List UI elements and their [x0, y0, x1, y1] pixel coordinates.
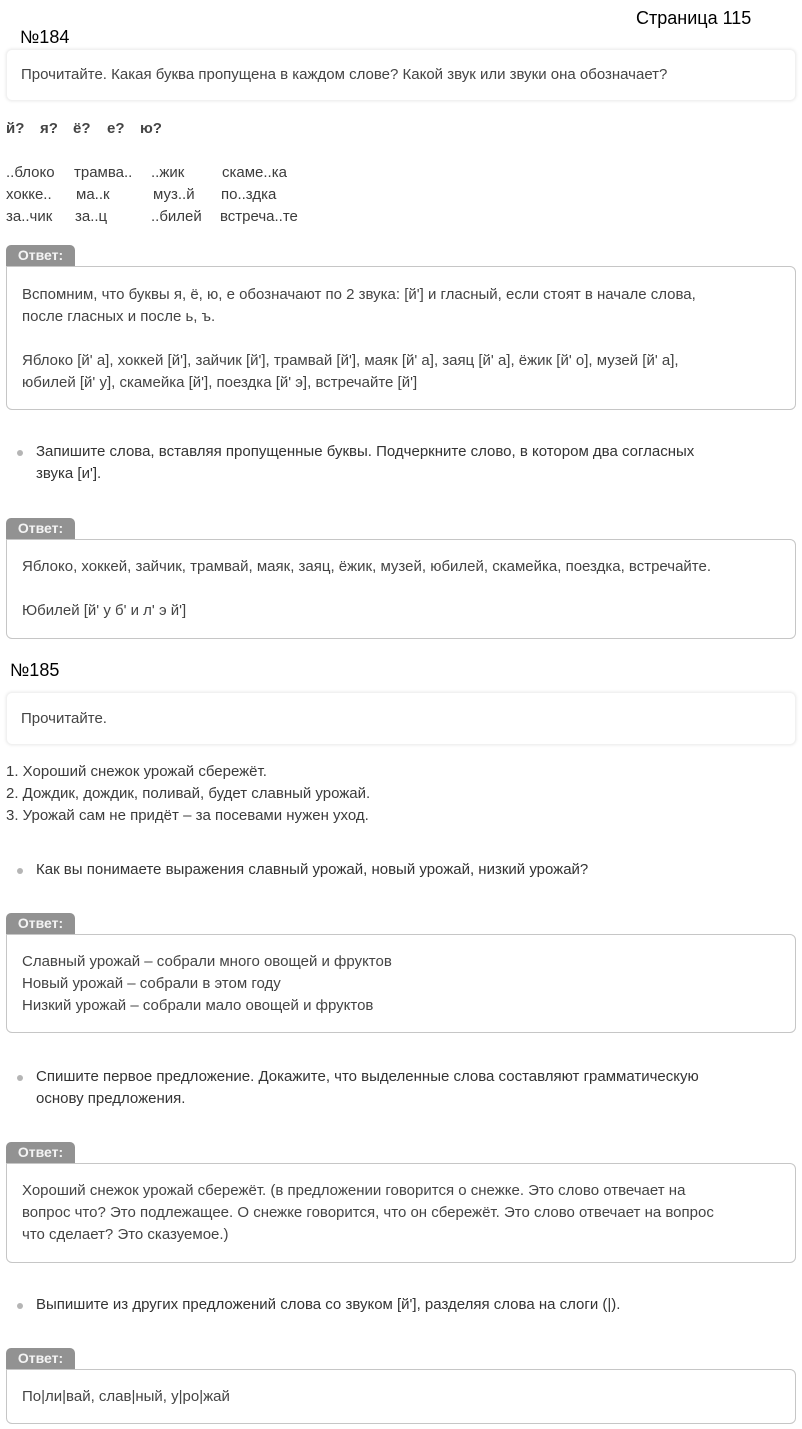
task-185-number: №185 [10, 660, 60, 680]
answer-text: Хороший снежок урожай сбережёт. (в предложении говорится о снежке. Это слово отвечает на [22, 1182, 686, 1199]
page-number: Страница 115 [636, 8, 752, 28]
answer-text: после гласных и после ь, ъ. [22, 308, 216, 325]
word-cell: ..блоко [6, 164, 55, 181]
answer-text: Новый урожай – собрали в этом году [22, 975, 281, 992]
task-185-prompt-card [6, 692, 796, 745]
answer-text: По|ли|вай, слав|ный, у|ро|жай [22, 1388, 230, 1405]
letter-option: я? [40, 120, 58, 137]
word-cell: ..билей [151, 208, 202, 225]
word-cell: ма..к [76, 186, 110, 203]
answer-box [6, 1369, 796, 1424]
answer-text: юбилей [й' у], скамейка [й'], поездка [й' э], встречайте [й'] [22, 374, 418, 391]
answer-text: что сделает? Это сказуемое.) [22, 1226, 229, 1243]
sentence: 1. Хороший снежок урожай сбережёт. [6, 763, 267, 780]
answer-text: вопрос что? Это подлежащее. О снежке говорится, что он сбережёт. Это слово отвечает на вопрос [22, 1204, 714, 1221]
word-cell: за..чик [6, 208, 53, 225]
answer-label: Ответ: [6, 1348, 75, 1369]
answer-label: Ответ: [6, 1142, 75, 1163]
word-cell: встреча..те [220, 208, 298, 225]
answer-text: Яблоко, хоккей, зайчик, трамвай, маяк, заяц, ёжик, музей, юбилей, скамейка, поездка, встречайте. [22, 558, 712, 575]
sentence: 2. Дождик, дождик, поливай, будет славный урожай. [6, 785, 371, 802]
answer-box [6, 934, 796, 1033]
answer-text: Вспомним, что буквы я, ё, ю, е обозначают по 2 звука: [й'] и гласный, если стоят в начале слова, [22, 286, 696, 303]
task-185-prompt: Прочитайте. [21, 710, 107, 727]
question-text: звука [и']. [36, 465, 102, 482]
task-184-prompt: Прочитайте. Какая буква пропущена в каждом слове? Какой звук или звуки она обозначает? [21, 66, 668, 83]
answer-box [6, 539, 796, 639]
answer-box [6, 266, 796, 410]
question-text: Выпишите из других предложений слова со звуком [й'], разделяя слова на слоги (|). [36, 1296, 621, 1313]
letter-option: ю? [140, 120, 162, 137]
answer-label: Ответ: [6, 913, 75, 934]
word-cell: трамва.. [74, 164, 133, 181]
question-text: Как вы понимаете выражения славный урожай, новый урожай, низкий урожай? [36, 861, 589, 878]
answer-text: Юбилей [й' у б' и л' э й'] [22, 602, 187, 619]
word-cell: ..жик [151, 164, 185, 181]
bullet-dot-icon [17, 450, 23, 456]
question-text: основу предложения. [36, 1090, 186, 1107]
question-text: Запишите слова, вставляя пропущенные буквы. Подчеркните слово, в котором два согласных [36, 443, 695, 460]
bullet-dot-icon [17, 1303, 23, 1309]
letter-option: ё? [73, 120, 91, 137]
letter-option: е? [107, 120, 125, 137]
task-184-number: №184 [20, 27, 70, 47]
word-cell: за..ц [75, 208, 108, 225]
sentence: 3. Урожай сам не придёт – за посевами нужен уход. [6, 807, 369, 824]
bullet-dot-icon [17, 868, 23, 874]
answer-text: Славный урожай – собрали много овощей и фруктов [22, 953, 392, 970]
answer-text: Низкий урожай – собрали мало овощей и фруктов [22, 997, 374, 1014]
answer-text: Яблоко [й' а], хоккей [й'], зайчик [й'], трамвай [й'], маяк [й' а], заяц [й' а], ёжик [й' о], музей [й' а], [22, 352, 679, 369]
word-cell: муз..й [153, 186, 195, 203]
answer-box [6, 1163, 796, 1263]
answer-label: Ответ: [6, 245, 75, 266]
word-cell: по..здка [221, 186, 277, 203]
question-text: Спишите первое предложение. Докажите, что выделенные слова составляют грамматическую [36, 1068, 699, 1085]
letter-option: й? [6, 120, 25, 137]
task-184-prompt-card [6, 49, 796, 101]
answer-label: Ответ: [6, 518, 75, 539]
word-cell: хокке.. [6, 186, 52, 203]
word-cell: скаме..ка [222, 164, 287, 181]
bullet-dot-icon [17, 1075, 23, 1081]
